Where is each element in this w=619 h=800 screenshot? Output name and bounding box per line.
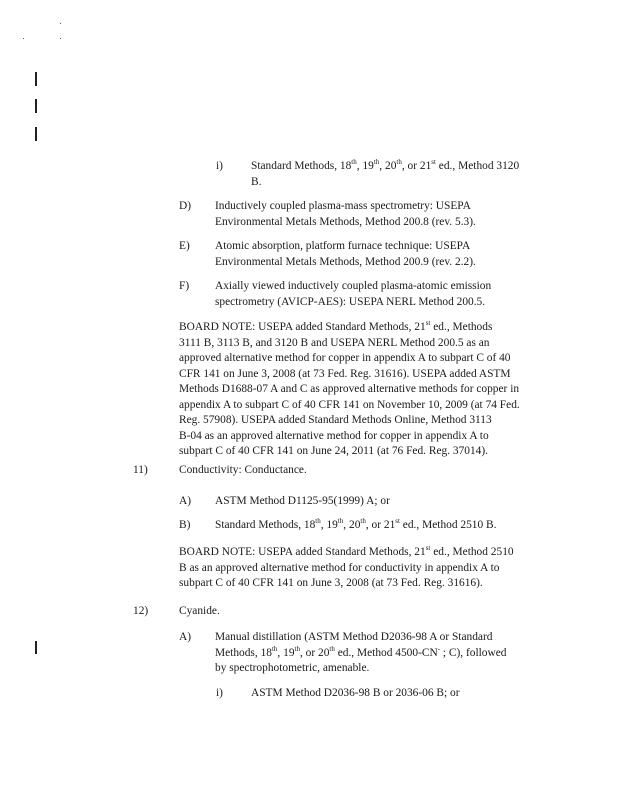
- item-11A-text: ASTM Method D1125-95(1999) A; or: [215, 495, 390, 507]
- item-12A-text: [215, 630, 565, 677]
- item-12-label: 12): [133, 605, 149, 617]
- item-E-line-2: Environmental Metals Methods, Method 200.9 (rev. 2.2).: [215, 255, 476, 268]
- item-F-line-1: Axially viewed inductively coupled plasma-atomic emission: [215, 280, 492, 292]
- item-11B-label: B): [179, 519, 191, 531]
- item-F-line-2: spectrometry (AVICP-AES): USEPA NERL Method 200.5.: [215, 295, 486, 308]
- item-i-line-2: B.: [251, 175, 262, 188]
- item-i-line-1: Standard Methods, 18th, 19th, 20th, or 21st ed., Method 3120: [251, 158, 520, 172]
- note1-line-2: 3111 B, 3113 B, and 3120 B and USEPA NERL Method 200.5 as an: [179, 336, 490, 349]
- item-12Ai-label: i): [216, 687, 223, 699]
- item-12Ai-text: ASTM Method D2036-98 B or 2036-06 B; or: [251, 687, 460, 699]
- note2-line-2: B as an approved alternative method for conductivity in appendix A to: [179, 561, 500, 574]
- item-11-label: 11): [133, 464, 148, 476]
- item-i-text: [251, 159, 551, 190]
- note1-line-8: B-04 as an approved alternative method for copper in appendix A to: [179, 429, 489, 442]
- item-11-text: Conductivity: Conductance.: [179, 464, 307, 476]
- item-i-label: i): [216, 160, 223, 172]
- item-E-text: [215, 239, 555, 270]
- note2-line-3: subpart C of 40 CFR 141 on June 3, 2008 (at 73 Fed. Reg. 31616).: [179, 577, 483, 589]
- item-12A-line-2: Methods, 18th, 19th, or 20th ed., Method 4500-CN- ; C), followed: [215, 644, 507, 659]
- item-D-label: D): [179, 200, 192, 212]
- item-D-text: [215, 199, 555, 230]
- item-12-text: Cyanide.: [179, 605, 220, 617]
- note1-line-1: BOARD NOTE: USEPA added Standard Methods, 21st ed., Methods: [179, 319, 493, 333]
- board-note-copper: [179, 320, 559, 460]
- revision-bar: [35, 72, 37, 86]
- item-E-label: E): [179, 240, 190, 252]
- item-D-line-2: Environmental Metals Methods, Method 200.8 (rev. 5.3).: [215, 215, 476, 228]
- item-11B-text: Standard Methods, 18th, 19th, 20th, or 21st ed., Method 2510 B.: [215, 517, 497, 531]
- note1-line-6: appendix A to subpart C of 40 CFR 141 on November 10, 2009 (at 74 Fed.: [179, 398, 520, 411]
- scan-speck: [23, 38, 24, 39]
- note1-line-3: approved alternative method for copper in appendix A to subpart C of 40: [179, 352, 511, 364]
- note1-line-5: Methods D1688-07 A and C as approved alternative methods for copper in: [179, 383, 520, 395]
- revision-bar: [35, 641, 37, 654]
- scan-speck: [60, 23, 61, 24]
- note1-line-9: subpart C of 40 CFR 141 on June 24, 2011 (at 76 Fed. Reg. 37014).: [179, 445, 489, 457]
- item-12A-label: A): [179, 631, 192, 643]
- board-note-conductivity: [179, 545, 559, 592]
- item-F-text: [215, 279, 555, 310]
- note1-line-7: Reg. 57908). USEPA added Standard Methods Online, Method 3113: [179, 414, 492, 426]
- item-12A-line-3: by spectrophotometric, amenable.: [215, 662, 370, 674]
- item-12A-line-1: Manual distillation (ASTM Method D2036-98 A or Standard: [215, 631, 493, 643]
- item-E-line-1: Atomic absorption, platform furnace technique: USEPA: [215, 240, 471, 252]
- scan-speck: [60, 38, 61, 39]
- item-D-line-1: Inductively coupled plasma-mass spectrometry: USEPA: [215, 200, 471, 212]
- note2-line-1: BOARD NOTE: USEPA added Standard Methods, 21st ed., Method 2510: [179, 544, 514, 558]
- revision-bar: [35, 99, 37, 113]
- item-F-label: F): [179, 280, 190, 292]
- note1-line-4: CFR 141 on June 3, 2008 (at 73 Fed. Reg. 31616). USEPA added ASTM: [179, 367, 511, 380]
- revision-bar: [35, 127, 37, 141]
- item-11A-label: A): [179, 495, 192, 507]
